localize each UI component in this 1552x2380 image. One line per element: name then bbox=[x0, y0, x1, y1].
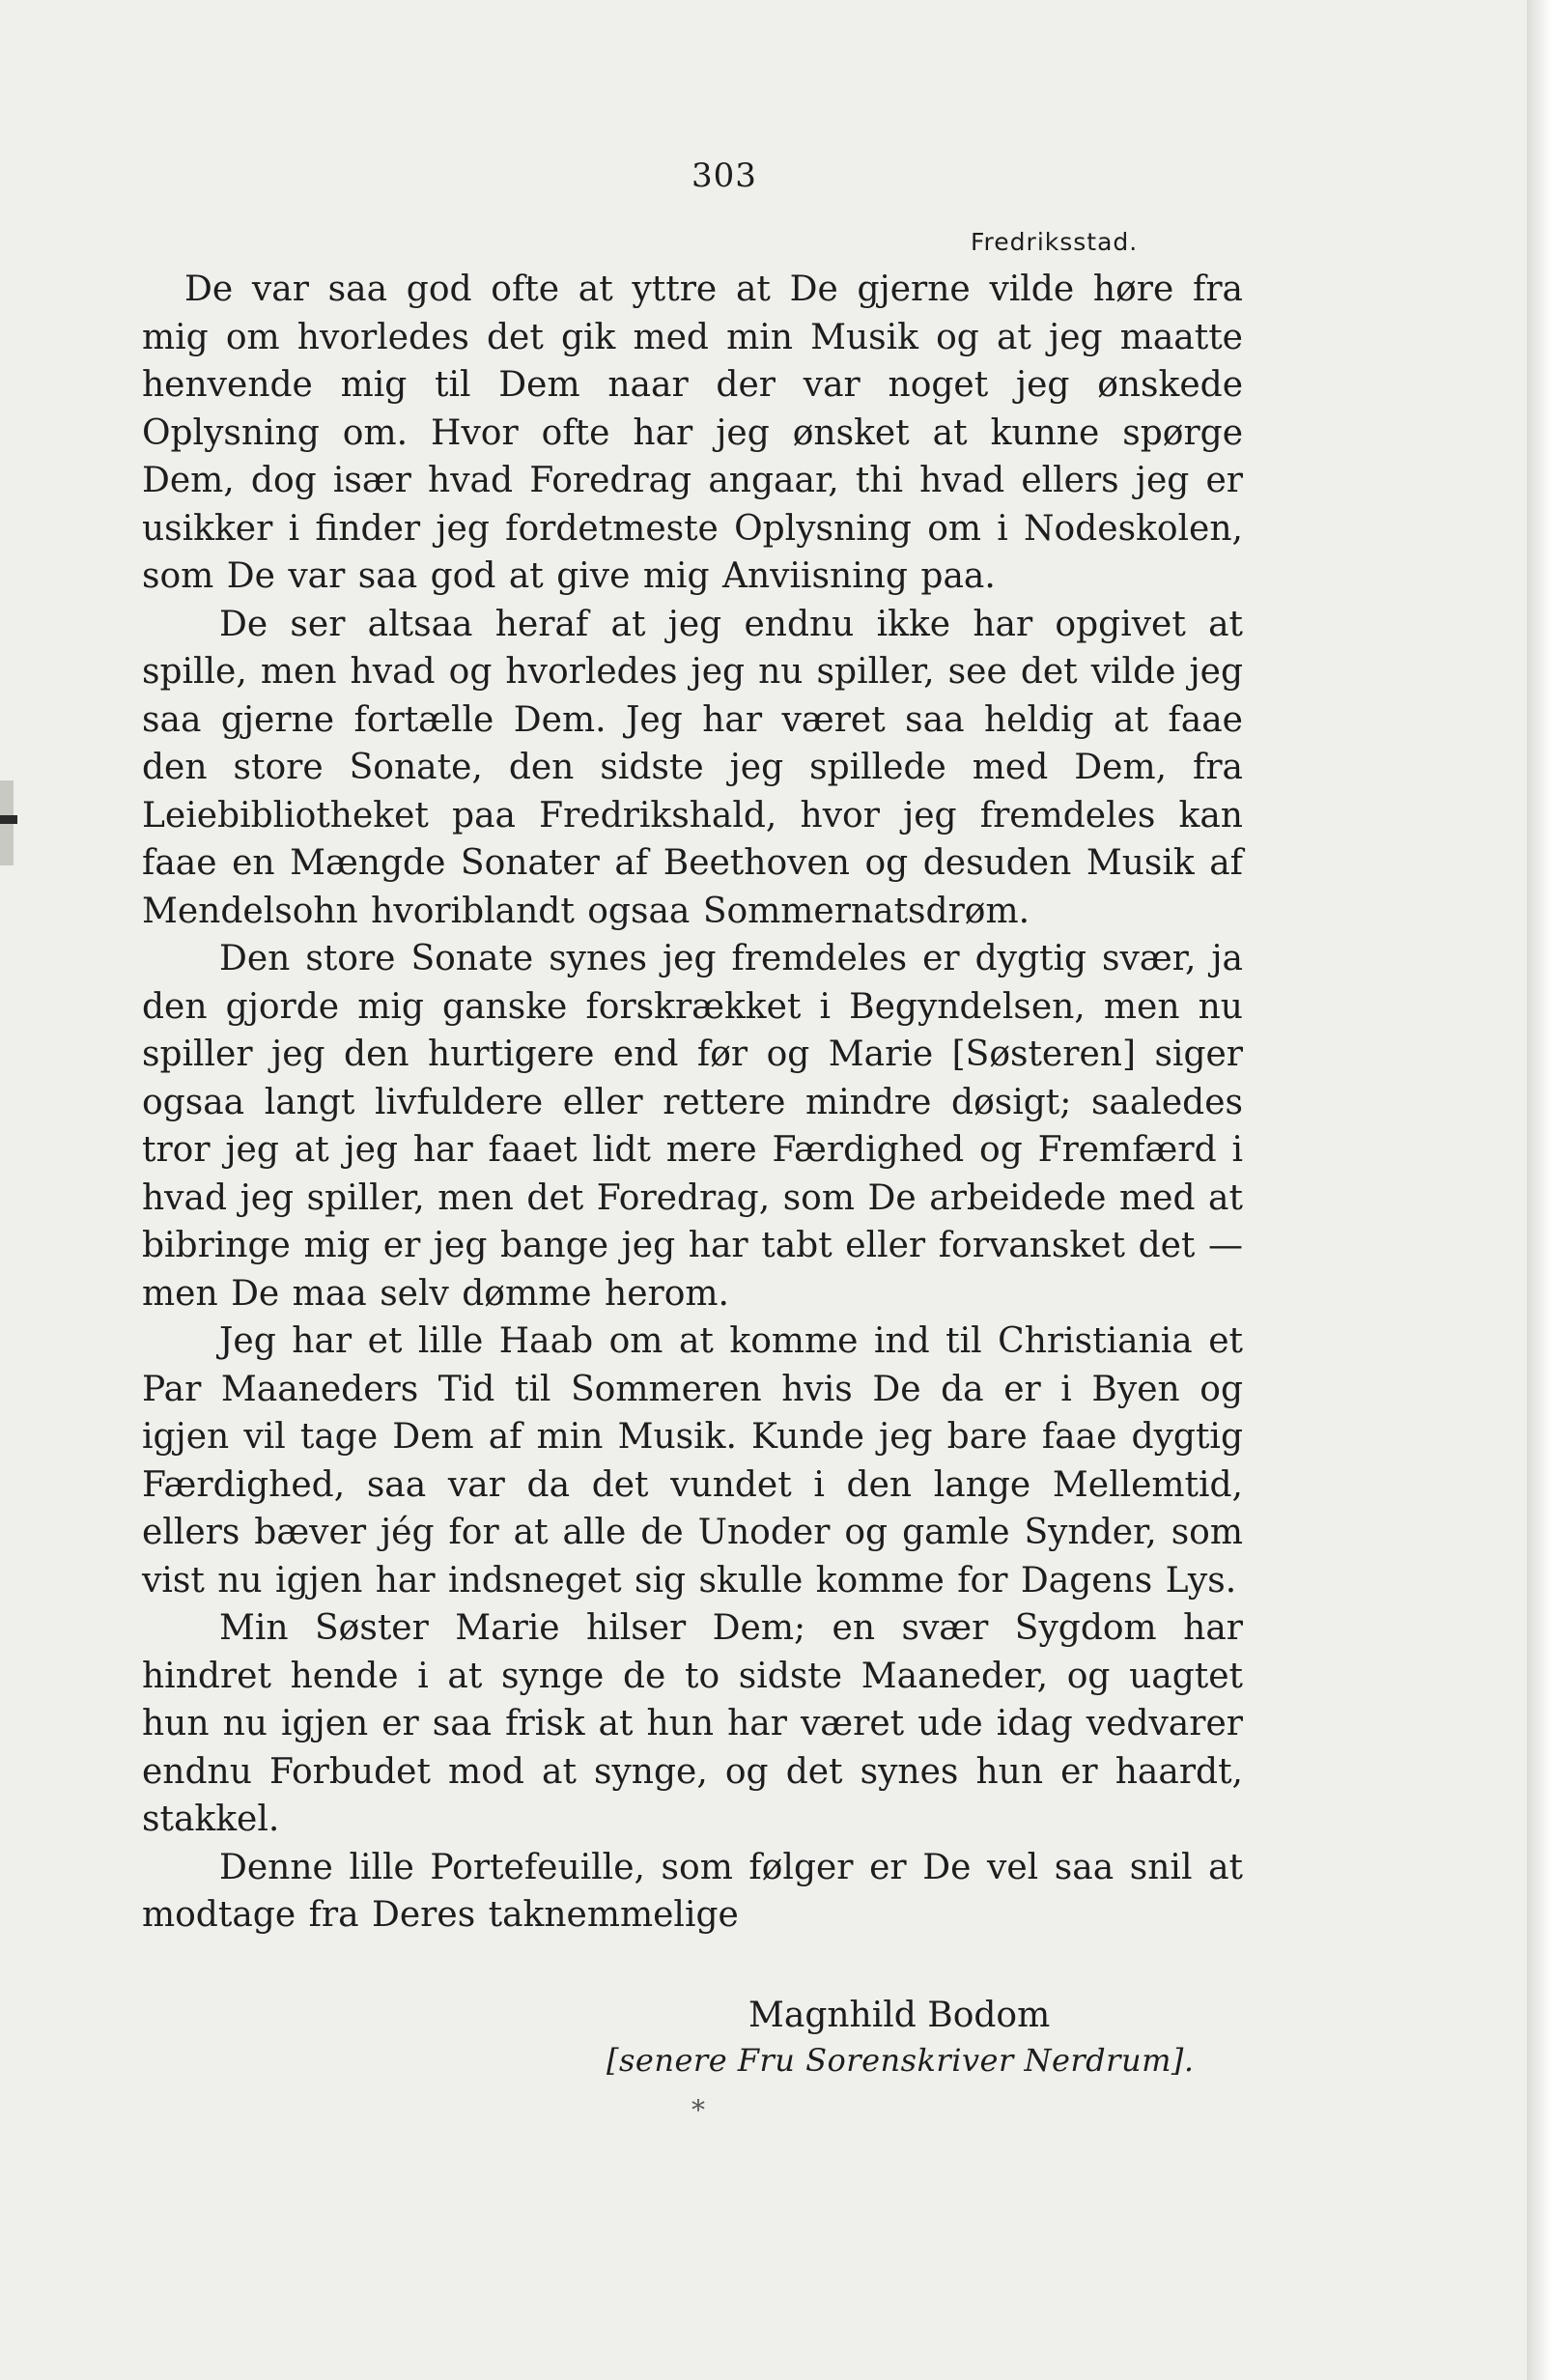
paragraph-1: De var saa god ofte at yttre at De gjerne vilde høre fra mig om hvorledes det gik med min Musik og at jeg maatte henvende mig til Dem naar der var noget jeg ønskede Oplysning om. Hvor ofte har jeg ønsket at kunne spørge Dem, dog især hvad Foredrag angaar, thi hvad ellers jeg er usikker i finder jeg fordetmeste Oplysning om i Nodeskolen, som De var saa god at give mig Anviisning paa. bbox=[142, 269, 1243, 596]
page-edge bbox=[1527, 0, 1552, 2380]
section-ornament: * bbox=[691, 2094, 705, 2126]
signature: Magnhild Bodom bbox=[748, 1996, 1051, 2035]
paragraph-5: Min Søster Marie hilser Dem; en svær Sygdom har hindret hende i at synge de to sidste Maaneder, og uagtet hun nu igjen er saa frisk at hun har været ude idag vedvarer endnu Forbudet mod at synge, og det synes hun er haardt, stakkel. bbox=[142, 1608, 1243, 1839]
paragraph-2: De ser altsaa heraf at jeg endnu ikke har opgivet at spille, men hvad og hvorledes jeg nu spiller, see det vilde jeg saa gjerne fortælle Dem. Jeg har været saa heldig at faae den store Sonate, den sidste jeg spillede med Dem, fra Leiebibliotheket paa Fredrikshald, hvor jeg fremdeles kan faae en Mængde Sonater af Beethoven og desuden Musik af Mendelsohn hvoriblandt ogsaa Sommernatsdrøm. bbox=[142, 604, 1243, 931]
paragraph-6: Denne lille Portefeuille, som følger er De vel saa snil at modtage fra Deres taknemmelige bbox=[142, 1847, 1243, 1935]
paragraph-3: Den store Sonate synes jeg fremdeles er dygtig svær, ja den gjorde mig ganske forskrækket i Begyndelsen, men nu spiller jeg den hurtigere end før og Marie [Søsteren] siger ogsaa langt livfuldere eller rettere mindre døsigt; saaledes tror jeg at jeg har faaet lidt mere Færdighed og Fremfærd i hvad jeg spiller, men det Foredrag, som De arbeidede med at bibringe mig er jeg bange jeg har tabt eller forvansket det — men De maa selv dømme herom. bbox=[142, 939, 1243, 1314]
paragraph-4: Jeg har et lille Haab om at komme ind til Christiania et Par Maaneders Tid til Sommeren hvis De da er i Byen og igjen vil tage Dem af min Musik. Kunde jeg bare faae dygtig Færdighed, saa var da det vundet i den lange Mellemtid, ellers bæver jég for at alle de Unoder og gamle Synder, som vist nu igjen har indsneget sig skulle komme for Dagens Lys. bbox=[142, 1321, 1243, 1601]
page-number: 303 bbox=[691, 156, 757, 195]
letter-body bbox=[142, 266, 1243, 1940]
letter-place: Fredriksstad. bbox=[971, 228, 1139, 256]
later-name-note: [senere Fru Sorenskriver Nerdrum]. bbox=[607, 2042, 1195, 2079]
binding-tab bbox=[0, 780, 14, 865]
